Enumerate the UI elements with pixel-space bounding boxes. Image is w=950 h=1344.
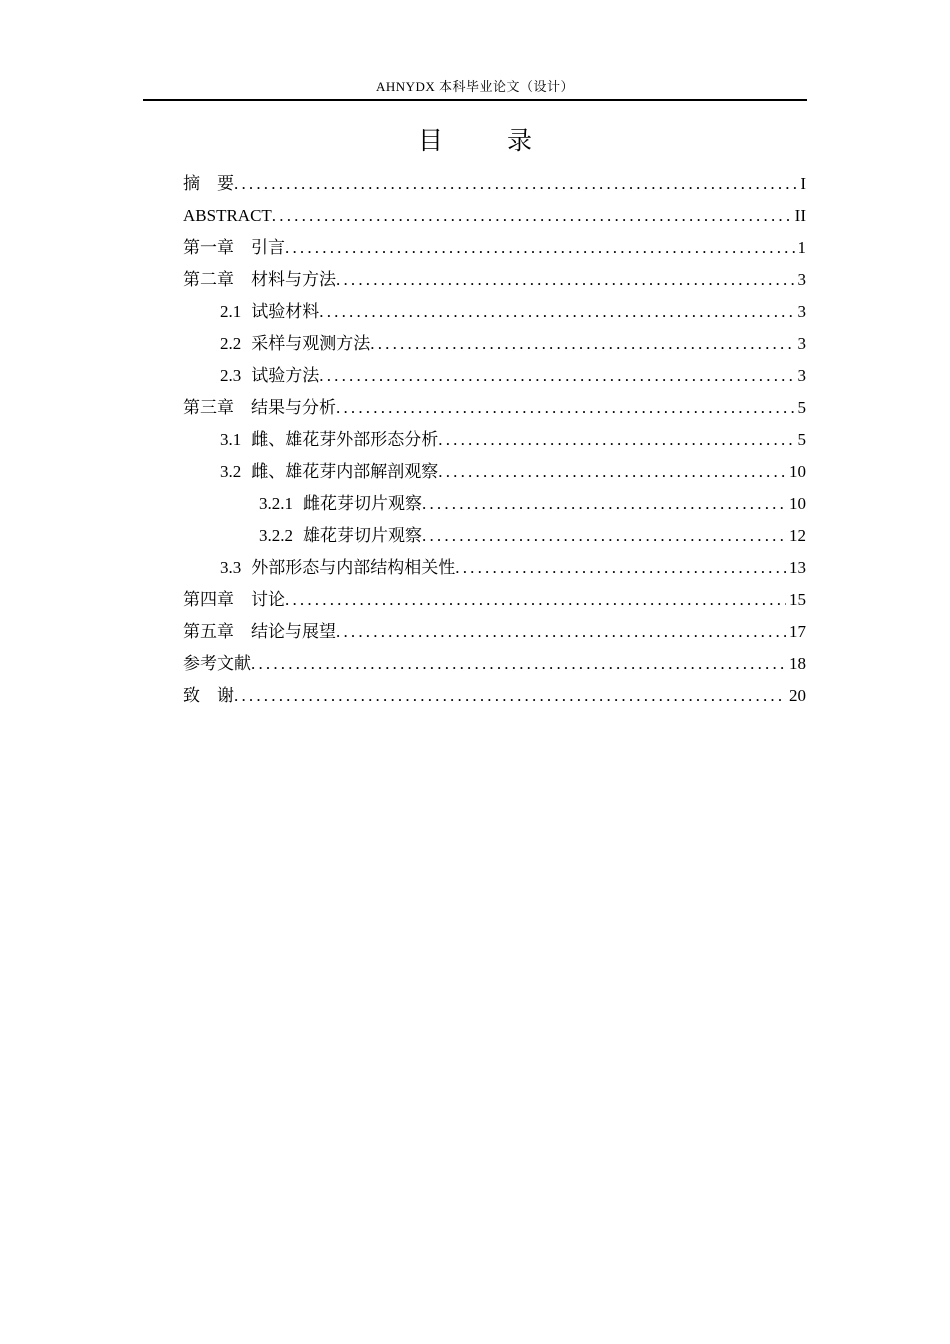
toc-entry-title: 参考文献 [183,654,251,673]
toc-entry-page: 13 [789,558,806,577]
toc-entry-title: ABSTRACT [183,206,272,225]
dot-leader [272,200,792,232]
toc-entry-section-3-2-1[interactable] [183,488,806,520]
toc-entry-number: 3.2.1 [259,494,293,513]
toc-entry-title: 第二章 材料与方法 [183,270,336,289]
toc-entry-section-3-3[interactable] [183,552,806,584]
toc-entry-page: 1 [797,238,806,257]
toc-entry-title: 第一章 引言 [183,238,285,257]
table-of-contents [183,168,806,712]
toc-entry-chapter-4[interactable] [183,584,806,616]
toc-entry-title: 雌花芽切片观察 [303,494,422,513]
toc-entry-section-2-1[interactable] [183,296,806,328]
toc-entry-page: 3 [797,334,806,353]
toc-entry-number: 3.2 [220,462,242,481]
toc-entry-acknowledgements[interactable] [183,680,806,712]
dot-leader [370,328,794,360]
dot-leader [438,424,794,456]
toc-entry-title: 雌、雄花芽外部形态分析 [251,430,439,449]
dot-leader [336,616,786,648]
dot-leader [336,392,795,424]
running-header: AHNYDX 本科毕业论文（设计） [375,79,575,94]
page-title: 目 录 [418,126,560,155]
toc-entry-page: 17 [789,622,806,641]
toc-entry-page: II [794,206,806,225]
toc-entry-page: 15 [789,590,806,609]
toc-entry-title: 第五章 结论与展望 [183,622,336,641]
toc-entry-title: 试验材料 [251,302,320,321]
toc-entry-page: 3 [797,366,806,385]
toc-entry-section-3-1[interactable] [183,424,806,456]
toc-entry-section-2-2[interactable] [183,328,806,360]
toc-entry-title: 雄花芽切片观察 [303,526,422,545]
toc-entry-page: 5 [797,398,806,417]
toc-entry-number: 3.2.2 [259,526,293,545]
toc-entry-chapter-5[interactable] [183,616,806,648]
toc-entry-chapter-1[interactable] [183,232,806,264]
dot-leader [285,584,786,616]
toc-entry-abstract-cn[interactable] [183,168,806,200]
header-rule [143,99,807,101]
dot-leader [438,456,786,488]
toc-entry-title: 第四章 讨论 [183,590,285,609]
dot-leader [319,296,794,328]
dot-leader [455,552,786,584]
toc-entry-abstract-en[interactable] [183,200,806,232]
toc-entry-page: 5 [797,430,806,449]
toc-entry-section-3-2-2[interactable] [183,520,806,552]
toc-entry-title: 第三章 结果与分析 [183,398,336,417]
dot-leader [251,648,786,680]
toc-entry-title: 摘 要 [183,174,234,193]
toc-entry-number: 3.1 [220,430,242,449]
dot-leader [234,168,797,200]
dot-leader [422,520,786,552]
dot-leader [234,680,786,712]
toc-entry-section-2-3[interactable] [183,360,806,392]
toc-entry-chapter-2[interactable] [183,264,806,296]
toc-entry-number: 2.3 [220,366,242,385]
toc-entry-number: 3.3 [220,558,242,577]
toc-entry-page: 18 [789,654,806,673]
toc-entry-title: 采样与观测方法 [251,334,371,353]
toc-entry-number: 2.1 [220,302,242,321]
toc-entry-references[interactable] [183,648,806,680]
toc-entry-title: 致 谢 [183,686,234,705]
toc-entry-page: 20 [789,686,806,705]
toc-entry-chapter-3[interactable] [183,392,806,424]
dot-leader [319,360,794,392]
toc-entry-page: I [800,174,806,193]
toc-entry-number: 2.2 [220,334,242,353]
toc-entry-page: 3 [797,270,806,289]
toc-entry-title: 雌、雄花芽内部解剖观察 [251,462,439,481]
toc-entry-title: 试验方法 [251,366,320,385]
toc-entry-title: 外部形态与内部结构相关性 [251,558,456,577]
dot-leader [285,232,795,264]
toc-entry-page: 3 [797,302,806,321]
dot-leader [422,488,786,520]
toc-entry-page: 10 [789,494,806,513]
toc-entry-section-3-2[interactable] [183,456,806,488]
toc-entry-page: 10 [789,462,806,481]
toc-entry-page: 12 [789,526,806,545]
dot-leader [336,264,795,296]
